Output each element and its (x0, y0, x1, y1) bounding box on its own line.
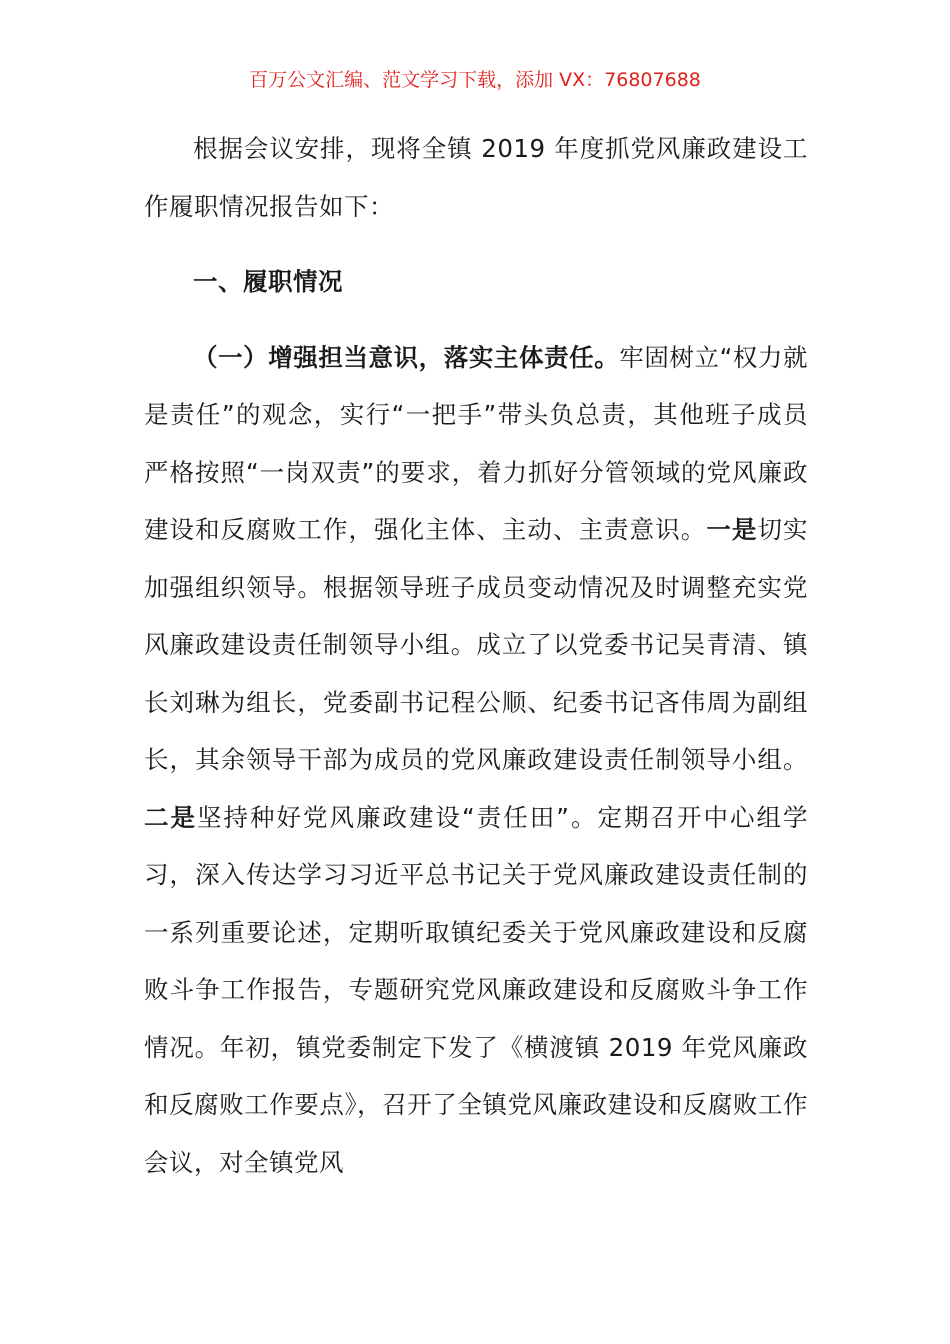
point2-text: 坚持种好党风廉政建设“责任田”。定期召开中心组学习，深入传达学习习近平总书记关于党风廉政建设责任制的一系列重要论述，定期听取镇纪委关于党风廉政建设和反腐败斗争工作报告，专题研究党风廉政建设和反腐败斗争工作情况。年初，镇党委制定下发了《横渡镇 2019 年党风廉政和反腐败工作要点》，召开了全镇党风廉政建设和反腐败工作会议，对全镇党风 (144, 802, 808, 1177)
intro-paragraph: 根据会议安排，现将全镇 2019 年度抓党风廉政建设工作履职情况报告如下： (144, 134, 808, 221)
point1-text: 切实加强组织领导。根据领导班子成员变动情况及时调整充实党风廉政建设责任制领导小组。成立了以党委书记吴青清、镇长刘琳为组长，党委副书记程公顺、纪委书记吝伟周为副组长，其余领导干部为成员的党风廉政建设责任制领导小组。 (144, 515, 809, 774)
subsection-title: （一）增强担当意识，落实主体责任。 (193, 342, 620, 372)
document-body (144, 120, 808, 1191)
section-heading: 一、履职情况 (193, 267, 343, 296)
subsection-paragraph (144, 329, 808, 1192)
point2-label: 二是 (144, 802, 198, 832)
subsection-text: 牢固树立“权力就是责任”的观念，实行“一把手”带头负总责，其他班子成员严格按照“一岗双责”的要求，着力抓好分管领域的党风廉政建设和反腐败工作，强化主体、主动、主责意识。 (144, 342, 808, 544)
watermark-header: 百万公文汇编、范文学习下载，添加 VX：76807688 (249, 69, 701, 91)
point1-label: 一是 (706, 515, 758, 544)
